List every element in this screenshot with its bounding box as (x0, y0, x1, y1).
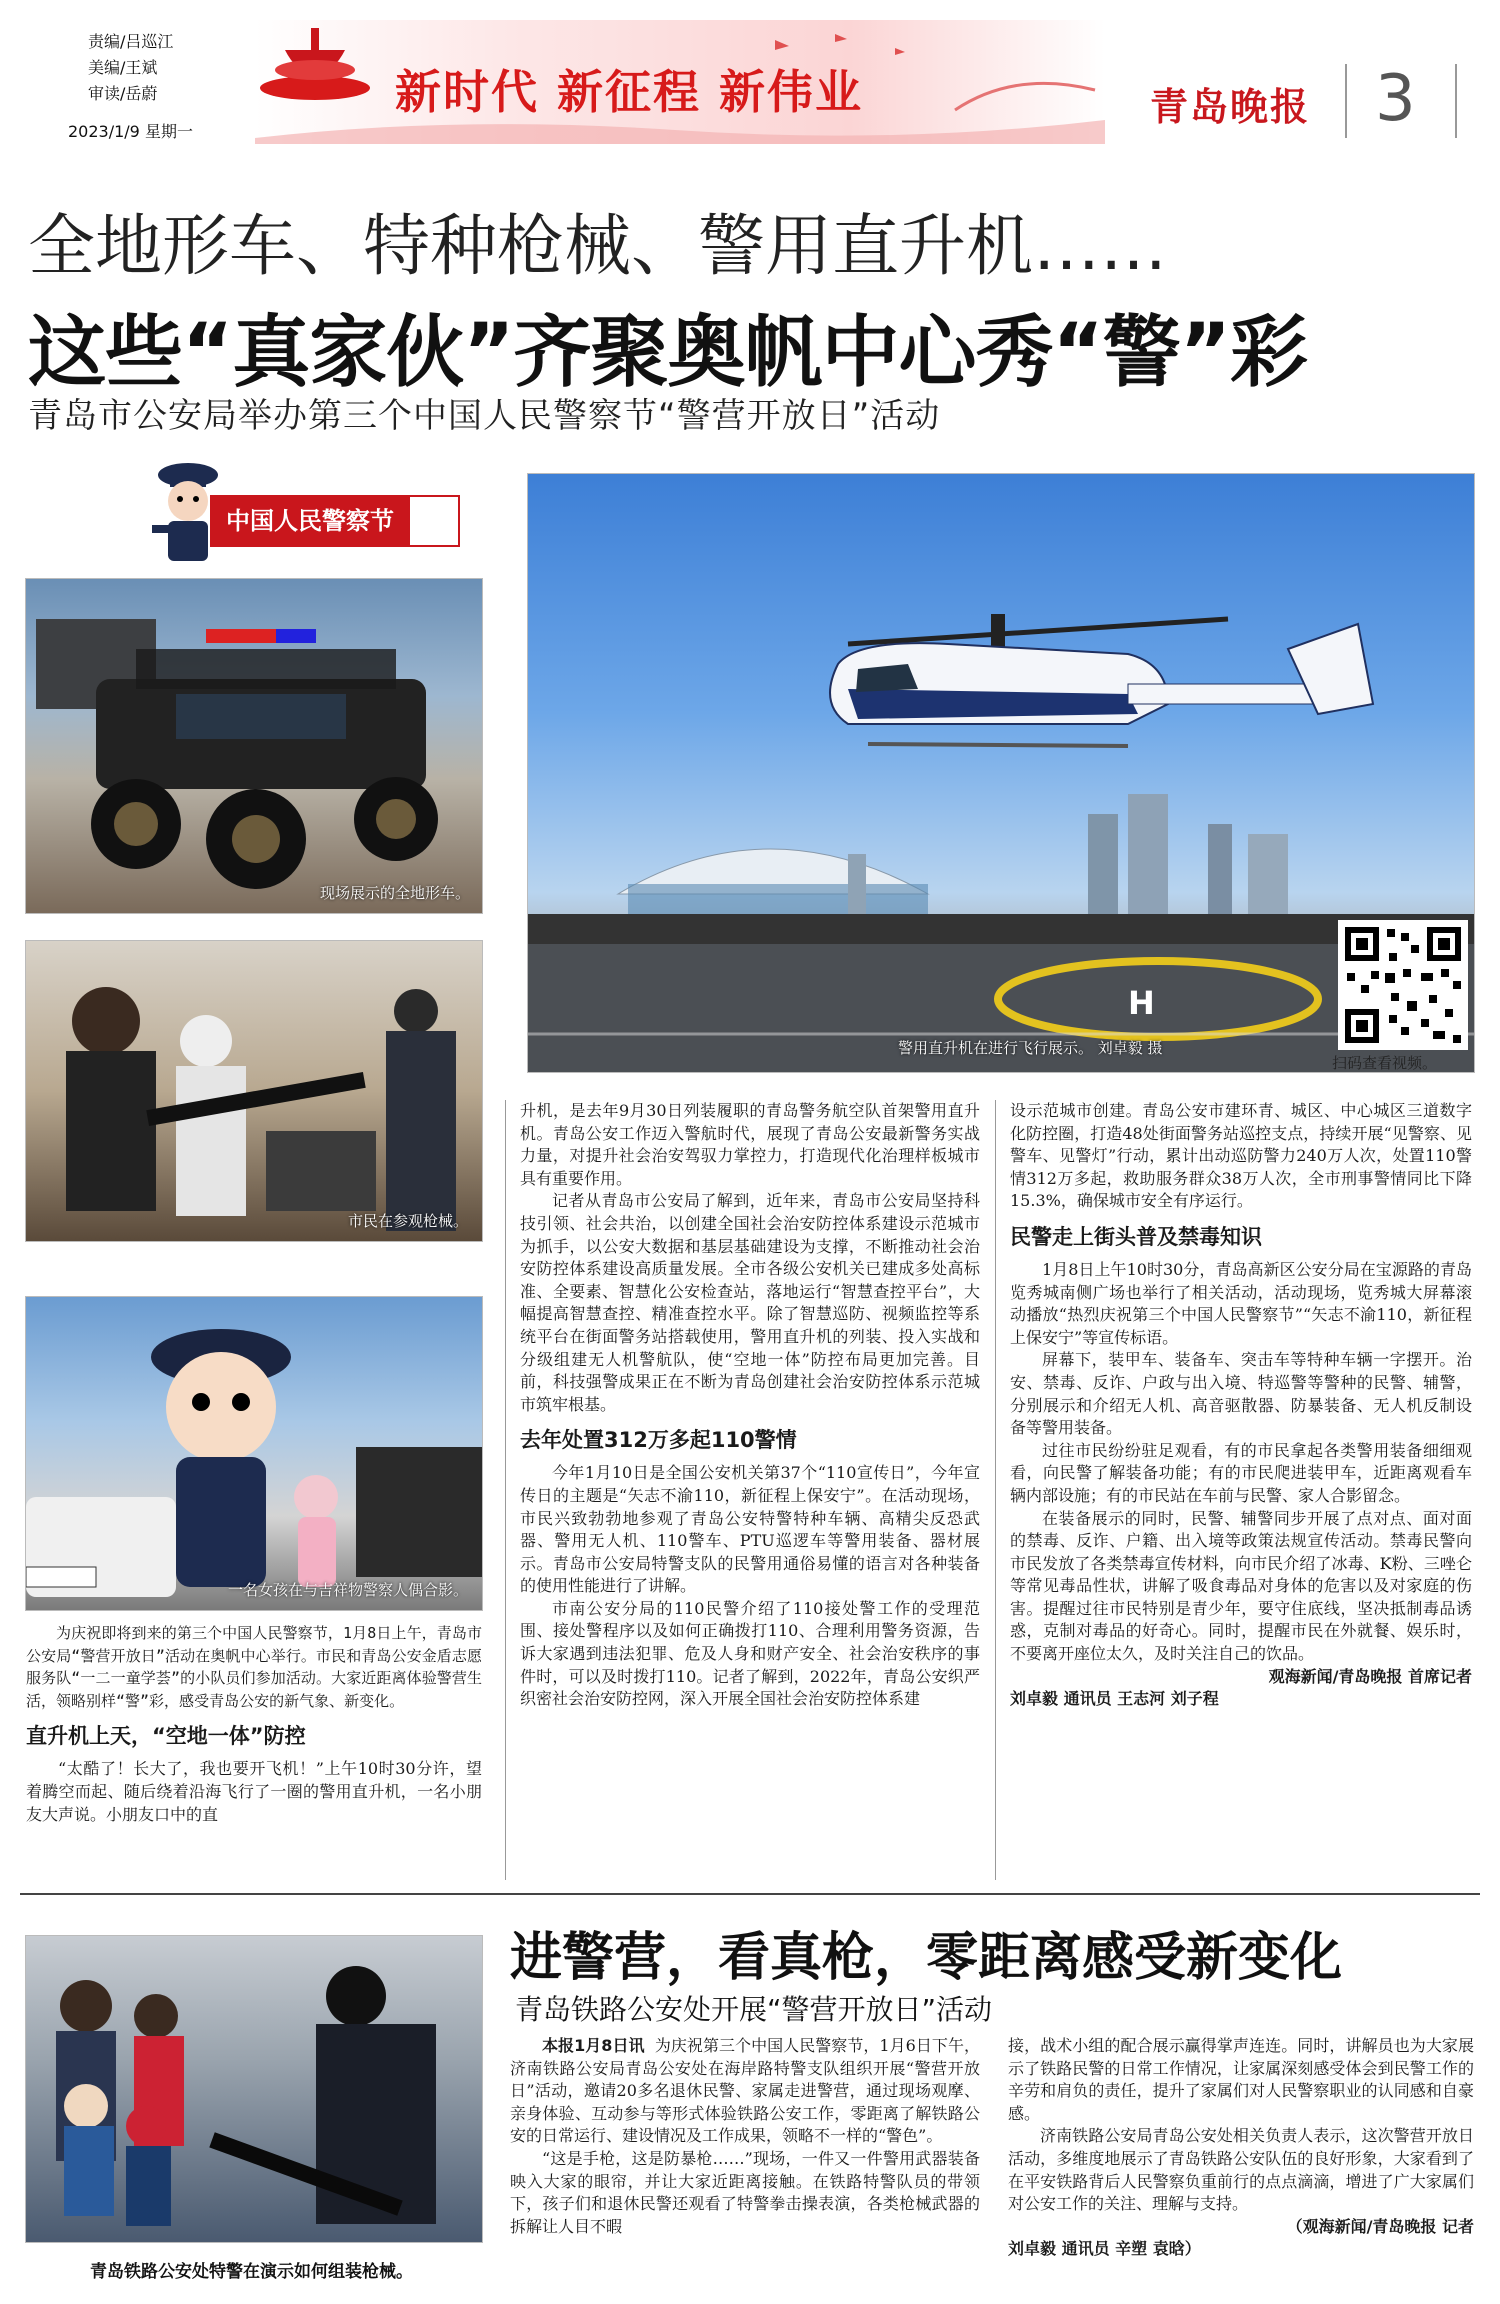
article2-col2-p2: 济南铁路公安局青岛公安处相关负责人表示，这次警营开放日活动，多维度地展示了青岛铁路公安队伍的良好形象，大家看到了在平安铁路背后人民警察负重前行的点点滴滴，增进了广大家属们对公安工作的关注、理解与支持。 (1008, 2126, 1474, 2214)
article2-col1-p1-text: 为庆祝第三个中国人民警察节，1月6日下午，济南铁路公安局青岛公安处在海岸路特警支队组织开展“警营开放日”活动，邀请20多名退休民警、家属走进警营，通过现场观摩、亲身体验、互动参与等形式体验铁路公安工作，零距离了解铁路公安的日常运行、建设情况及工作成果，领略不一样的“警色”。 (510, 2036, 980, 2146)
issue-date: 2023/1/9 星期一 (68, 122, 193, 141)
article1-col2-p4: 市南公安分局的110民警介绍了110接处警工作的受理范围、接处警程序以及如何正确拨打110、合理利用警务资源，告诉大家遇到违法犯罪、危及人身和财产安全、社会治安秩序的事件时，可以及时拨打110。记者了解到，2022年，青岛公安织严织密社会治安防控网，深入开展全国社会治安防控体系建 (520, 1598, 980, 1709)
article1-col2 (520, 1100, 980, 1711)
atv-caption: 现场展示的全地形车。 (319, 884, 470, 902)
article1-col3-p5: 在装备展示的同时，民警、辅警同步开展了点对点、面对面的禁毒、反诈、户籍、出入境等政策法规宣传活动。禁毒民警向市民发放了各类禁毒宣传材料，向市民介绍了冰毒、K粉、三唑仑等常见毒品性状，讲解了吸食毒品对身体的危害以及对家庭的伤害。提醒过往市民特别是青少年，要守住底线，坚决抵制毒品诱惑，克制对毒品的好奇心。同时，提醒市民在外就餐、娱乐时，不要离开座位太久，及时关注自己的饮品。 (1010, 1508, 1472, 1664)
article2-col2-p1: 接，战术小组的配合展示赢得掌声连连。同时，讲解员也为大家展示了铁路民警的日常工作情况，让家属深刻感受体会到民警工作的辛劳和肩负的责任，提升了家属们对人民警察职业的认同感和自豪感。 (1008, 2036, 1474, 2123)
sub-headline: 青岛市公安局举办第三个中国人民警察节“警营开放日”活动 (28, 396, 941, 436)
article1-col1 (26, 1622, 482, 1826)
slogan-banner (255, 20, 1105, 144)
article2-col2 (1008, 2035, 1474, 2261)
article2-byline-a: （观海新闻/青岛晚报 记者 (1286, 2216, 1474, 2236)
editor-credit: 责编/吕巡江 (88, 32, 174, 51)
guns-caption: 市民在参观枪械。 (347, 1212, 468, 1230)
column-rule (995, 1100, 996, 1880)
newspaper-masthead: 青岛晚报 (1150, 84, 1311, 129)
article2-subheadline: 青岛铁路公安处开展“警营开放日”活动 (515, 1993, 993, 2026)
banner-slogan: 新时代 新征程 新伟业 (395, 65, 864, 119)
section-heading-helicopter: 直升机上天，“空地一体”防控 (26, 1724, 306, 1749)
guns-photo (25, 940, 483, 1242)
article1-col3-p3: 屏幕下，装甲车、装备车、突击车等特种车辆一字摆开。治安、禁毒、反诈、户政与出入境、特巡警等警种的民警、辅警，分别展示和介绍无人机、高音驱散器、防暴装备、无人机反制设备等警用装备。 (1010, 1350, 1472, 1438)
article1-col3-p2: 1月8日上午10时30分，青岛高新区公安分局在宝源路的青岛览秀城南侧广场也举行了相关活动，活动现场，览秀城大屏幕滚动播放“热烈庆祝第三个中国人民警察节”“矢志不渝110，新征程上保安宁”等宣传标语。 (1010, 1259, 1472, 1347)
article2-byline-b: 刘卓毅 通讯员 辛塑 袁晗） (1008, 2239, 1201, 2259)
article-separator (20, 1893, 1480, 1895)
column-rule (505, 1100, 506, 1880)
article2-headline: 进警营，看真枪，零距离感受新变化 (510, 1928, 1343, 1988)
article1-byline-a: 观海新闻/青岛晚报 首席记者 (1268, 1666, 1472, 1686)
railway-police-illustration (26, 1936, 483, 2243)
helicopter-illustration (528, 474, 1475, 1073)
article2-lead-tag: 本报1月8日讯 (542, 2036, 645, 2055)
main-headline: 这些“真家伙”齐聚奥帆中心秀“警”彩 (28, 308, 1308, 398)
section-heading-drug: 民警走上街头普及禁毒知识 (1010, 1224, 1262, 1249)
page-number-divider (1455, 64, 1457, 138)
mascot-caption: 一名女孩在与吉祥物警察人偶合影。 (227, 1581, 468, 1599)
mascot-photo (25, 1296, 483, 1611)
svg-text:H: H (1128, 984, 1155, 1022)
police-day-badge (140, 455, 460, 567)
helicopter-photo (527, 473, 1475, 1073)
reviewer-credit: 审读/岳蔚 (88, 84, 158, 103)
article1-col3-p4: 过往市民纷纷驻足观看，有的市民拿起各类警用装备细细观看，向民警了解装备功能；有的市民爬进装甲车，近距离观看车辆内部设施；有的市民站在车前与民警、家人合影留念。 (1010, 1440, 1472, 1505)
article2-col1-p1 (510, 2035, 980, 2148)
mascot-girl-illustration (26, 1297, 483, 1611)
section-heading-110: 去年处置312万多起110警情 (520, 1428, 797, 1453)
people-with-guns-illustration (26, 941, 483, 1242)
qr-code-icon (1341, 923, 1465, 1047)
helicopter-caption: 警用直升机在进行飞行展示。 刘卓毅 摄 (898, 1039, 1163, 1057)
article1-col3-p1: 设示范城市创建。青岛公安市建环青、城区、中心城区三道数字化防控圈，打造48处街面警务站巡控支点，持续开展“见警察、见警车、见警灯”行动，累计出动巡防警力240万人次，处置110警情312万多起，救助服务群众38万人次，全市刑事警情同比下降15.3%，确保城市安全有序运行。 (1010, 1101, 1472, 1211)
article2-col1-p2: “这是手枪，这是防暴枪……”现场，一件又一件警用武器装备映入大家的眼帘，并让大家近距离接触。在铁路特警队员的带领下，孩子们和退休民警还观看了特警拳击操表演，各类枪械武器的拆解让人目不暇 (510, 2148, 980, 2236)
atv-illustration (26, 579, 483, 914)
page-number: 3 (1375, 62, 1416, 136)
article1-col1-p1: “太酷了！长大了，我也要开飞机！”上午10时30分许，望着腾空而起、随后绕着沿海飞行了一圈的警用直升机，一名小朋友大声说。小朋友口中的直 (26, 1759, 482, 1824)
badge-label: 中国人民警察节 (210, 495, 410, 547)
intro-paragraph: 为庆祝即将到来的第三个中国人民警察节，1月8日上午，青岛市公安局“警营开放日”活动在奥帆中心举行。市民和青岛公安金盾志愿服务队“一二一童学荟”的小队员们参加活动。大家近距离体验警营生活，领略别样“警”彩，感受青岛公安的新气象、新变化。 (26, 1624, 482, 1710)
qr-caption: 扫码查看视频。 (1332, 1054, 1438, 1072)
article1-col2-p1: 升机，是去年9月30日列装履职的青岛警务航空队首架警用直升机。青岛公安工作迈入警航时代，展现了青岛公安最新警务实战力量，对提升社会治安驾驭力掌控力，打造现代化治理样板城市具有重要作用。 (520, 1101, 980, 1188)
kicker-headline: 全地形车、特种枪械、警用直升机…… (28, 207, 1167, 285)
art-editor-credit: 美编/王斌 (88, 58, 158, 77)
masthead-divider (1345, 64, 1347, 138)
article1-col2-p3: 今年1月10日是全国公安机关第37个“110宣传日”，今年宣传日的主题是“矢志不渝110，新征程上保安宁”。在活动现场，市民兴致勃勃地参观了青岛公安特警特种车辆、高精尖反恐武器、警用无人机、110警车、PTU巡逻车等警用装备、器材展示。青岛市公安局特警支队的民警用通俗易懂的语言对各种装备的使用性能进行了讲解。 (520, 1463, 980, 1596)
article1-col3 (1010, 1100, 1472, 1711)
article1-byline-b: 刘卓毅 通讯员 王志河 刘子程 (1010, 1689, 1219, 1709)
article2-col1 (510, 2035, 980, 2238)
railway-police-photo (25, 1935, 483, 2243)
atv-photo (25, 578, 483, 914)
railway-photo-caption: 青岛铁路公安处特警在演示如何组装枪械。 (90, 2262, 413, 2282)
article1-col2-p2: 记者从青岛市公安局了解到，近年来，青岛市公安局坚持科技引领、社会共治，以创建全国社会治安防控体系建设示范城市为抓手，以公安大数据和基层基础建设为支撑，不断推动社会治安防控体系建设高质量发展。全市各级公安机关已建成多处高标准、全要素、智慧化公安检查站，落地运行“智慧查控平台”，大幅提高智慧查控、精准查控水平。除了智慧巡防、视频监控等系统平台在街面警务站搭载使用，警用直升机的列装、投入实战和分级组建无人机警航队，使“空地一体”防控布局更加完善。目前，科技强警成果正在不断为青岛创建社会治安防控体系示范城市筑牢根基。 (520, 1191, 980, 1414)
qr-code[interactable] (1338, 920, 1468, 1050)
